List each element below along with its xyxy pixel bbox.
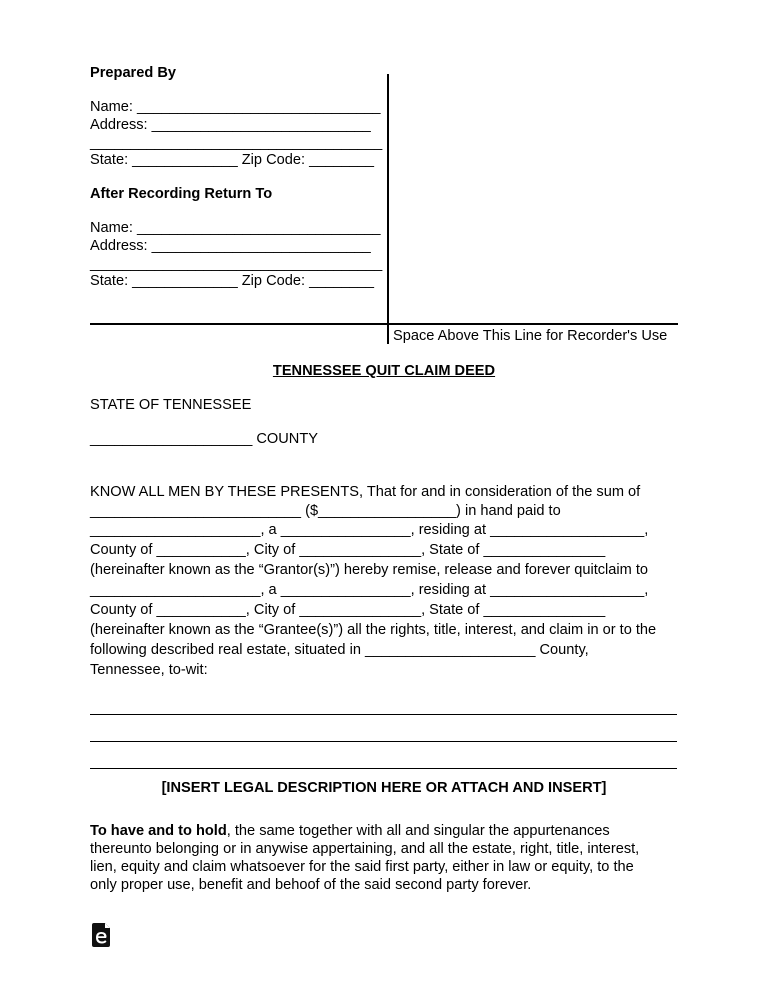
recorder-vertical-divider	[387, 74, 389, 344]
grantee-location-field[interactable]: County of ___________, City of _______________, State of _______________	[90, 602, 606, 618]
prepared-by-name-field[interactable]: Name: ______________________________	[90, 99, 381, 115]
recorder-horizontal-divider-right	[387, 323, 678, 325]
county-field[interactable]: ____________________ COUNTY	[90, 431, 318, 447]
deed-title: TENNESSEE QUIT CLAIM DEED	[272, 363, 496, 379]
body-line: Tennessee, to-wit:	[90, 662, 208, 678]
grantor-location-field[interactable]: County of ___________, City of _______________, State of _______________	[90, 542, 606, 558]
recorder-use-note: Space Above This Line for Recorder's Use	[393, 328, 668, 344]
property-county-field[interactable]: following described real estate, situated in _____________________ County,	[90, 642, 589, 658]
habendum-line: thereunto belonging or in anywise appertaining, and all the estate, right, title, interest,	[90, 841, 640, 857]
body-line: KNOW ALL MEN BY THESE PRESENTS, That for and in consideration of the sum of	[90, 484, 641, 500]
legal-description-line-1[interactable]	[90, 714, 677, 715]
grantor-field[interactable]: _____________________, a ________________, residing at ___________________,	[90, 522, 649, 538]
return-to-heading: After Recording Return To	[90, 186, 273, 202]
prepared-by-state-zip-field[interactable]: State: _____________ Zip Code: ________	[90, 152, 375, 168]
grantee-field[interactable]: _____________________, a ________________, residing at ___________________,	[90, 582, 649, 598]
return-to-state-zip-field[interactable]: State: _____________ Zip Code: ________	[90, 273, 375, 289]
habendum-rest: , the same together with all and singular the appurtenances	[226, 823, 610, 839]
legal-description-line-2[interactable]	[90, 741, 677, 742]
state-line: STATE OF TENNESSEE	[90, 397, 252, 413]
legal-description-line-3[interactable]	[90, 768, 677, 769]
habendum-first-line	[90, 822, 610, 840]
return-to-address-line2[interactable]: ____________________________________	[90, 256, 383, 272]
consideration-field[interactable]: __________________________ ($_________________) in hand paid to	[90, 503, 561, 519]
legal-description-label: [INSERT LEGAL DESCRIPTION HERE OR ATTACH AND INSERT]	[161, 780, 607, 796]
recorder-horizontal-divider-left	[90, 323, 388, 325]
return-to-address-field[interactable]: Address: ___________________________	[90, 238, 371, 254]
body-line: (hereinafter known as the “Grantee(s)”) all the rights, title, interest, and claim in or to the	[90, 622, 657, 638]
prepared-by-address-line2[interactable]: ____________________________________	[90, 135, 383, 151]
habendum-line: only proper use, benefit and behoof of the said second party forever.	[90, 877, 532, 893]
habendum-line: lien, equity and claim whatsoever for the said first party, either in law or equity, to the	[90, 859, 634, 875]
prepared-by-heading: Prepared By	[90, 65, 176, 81]
body-line: (hereinafter known as the “Grantor(s)”) hereby remise, release and forever quitclaim to	[90, 562, 649, 578]
document-e-logo-icon	[92, 923, 112, 947]
prepared-by-address-field[interactable]: Address: ___________________________	[90, 117, 371, 133]
habendum-lead: To have and to hold	[90, 823, 227, 839]
return-to-name-field[interactable]: Name: ______________________________	[90, 220, 381, 236]
